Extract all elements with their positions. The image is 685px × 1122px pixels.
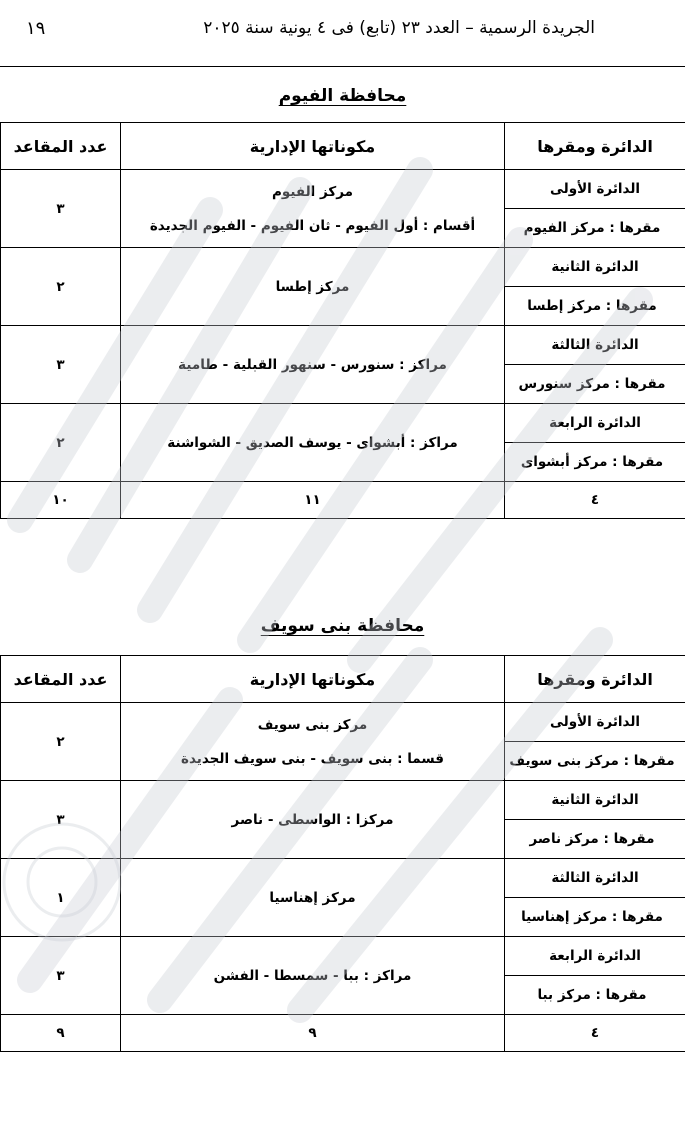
circuit-name: الدائرة الأولى: [505, 703, 685, 742]
gazette-header-title: الجريدة الرسمية – العدد ٢٣ (تابع) فى ٤ يونية سنة ٢٠٢٥: [203, 18, 595, 38]
seat-count: ٣: [1, 170, 121, 248]
table-row: [1, 703, 685, 742]
column-header-components: مكوناتها الإدارية: [121, 656, 505, 703]
component-line: مراكز : أبشواى - يوسف الصديق - الشواشنة: [167, 434, 458, 451]
circuit-name: الدائرة الثالثة: [505, 326, 685, 365]
governorate-title-beni-suef: محافظة بنى سويف: [260, 616, 425, 636]
column-header-seats: عدد المقاعد: [1, 656, 121, 703]
total-seats: ١٠: [1, 482, 121, 519]
table-row: [1, 781, 685, 820]
seat-count: ٢: [1, 404, 121, 482]
circuit-components: [121, 170, 505, 248]
circuit-components: [121, 404, 505, 482]
totals-row: [1, 482, 685, 519]
component-line: مركز إهناسيا: [269, 889, 356, 906]
circuit-headquarters: مقرها : مركز بنى سويف: [505, 742, 685, 781]
circuit-components: [121, 859, 505, 937]
component-line: مركز الفيوم: [272, 183, 353, 200]
circuit-components: [121, 248, 505, 326]
circuit-components: [121, 937, 505, 1015]
governorate-title-fayoum: محافظة الفيوم: [278, 86, 407, 106]
component-line: مركز إطسا: [275, 278, 350, 295]
table-header-row: [1, 656, 685, 703]
circuit-components: [121, 781, 505, 859]
column-header-components: مكوناتها الإدارية: [121, 123, 505, 170]
circuit-headquarters: مقرها : مركز ناصر: [505, 820, 685, 859]
circuit-name: الدائرة الرابعة: [505, 404, 685, 443]
table-row: [1, 404, 685, 443]
component-line: مركزا : الواسطى - ناصر: [231, 811, 394, 828]
seat-count: ١: [1, 859, 121, 937]
table-header-row: [1, 123, 685, 170]
component-line: مراكز : سنورس - سنهور القبلية - طامية: [178, 356, 447, 373]
component-line: قسما : بنى سويف - بنى سويف الجديدة: [181, 750, 444, 767]
table-row: [1, 937, 685, 976]
circuit-headquarters: مقرها : مركز إطسا: [505, 287, 685, 326]
totals-row: [1, 1015, 685, 1052]
table-row: [1, 326, 685, 365]
circuit-headquarters: مقرها : مركز إهناسيا: [505, 898, 685, 937]
circuit-components: [121, 703, 505, 781]
table-row: [1, 170, 685, 209]
circuit-name: الدائرة الثانية: [505, 248, 685, 287]
column-header-seats: عدد المقاعد: [1, 123, 121, 170]
circuit-name: الدائرة الأولى: [505, 170, 685, 209]
circuit-headquarters: مقرها : مركز سنورس: [505, 365, 685, 404]
page-number: ١٩: [26, 18, 46, 39]
column-header-circuit: الدائرة ومقرها: [505, 656, 685, 703]
total-components: ٩: [121, 1015, 505, 1052]
component-line: أقسام : أول الفيوم - ثان الفيوم - الفيوم الجديدة: [149, 217, 476, 234]
circuit-name: الدائرة الرابعة: [505, 937, 685, 976]
fayoum-circuits-table: [0, 122, 685, 519]
seat-count: ٢: [1, 248, 121, 326]
header-divider: [0, 66, 685, 67]
page-header: [0, 18, 685, 44]
total-circuits: ٤: [505, 482, 685, 519]
total-components: ١١: [121, 482, 505, 519]
table-row: [1, 248, 685, 287]
seat-count: ٣: [1, 781, 121, 859]
table-row: [1, 859, 685, 898]
seat-count: ٣: [1, 937, 121, 1015]
seat-count: ٣: [1, 326, 121, 404]
column-header-circuit: الدائرة ومقرها: [505, 123, 685, 170]
circuit-components: [121, 326, 505, 404]
circuit-name: الدائرة الثالثة: [505, 859, 685, 898]
total-circuits: ٤: [505, 1015, 685, 1052]
circuit-headquarters: مقرها : مركز ببا: [505, 976, 685, 1015]
circuit-name: الدائرة الثانية: [505, 781, 685, 820]
beni-suef-circuits-table: [0, 655, 685, 1052]
component-line: مراكز : ببا - سمسطا - الفشن: [213, 967, 412, 984]
seat-count: ٢: [1, 703, 121, 781]
circuit-headquarters: مقرها : مركز الفيوم: [505, 209, 685, 248]
component-line: مركز بنى سويف: [257, 716, 368, 733]
total-seats: ٩: [1, 1015, 121, 1052]
circuit-headquarters: مقرها : مركز أبشواى: [505, 443, 685, 482]
